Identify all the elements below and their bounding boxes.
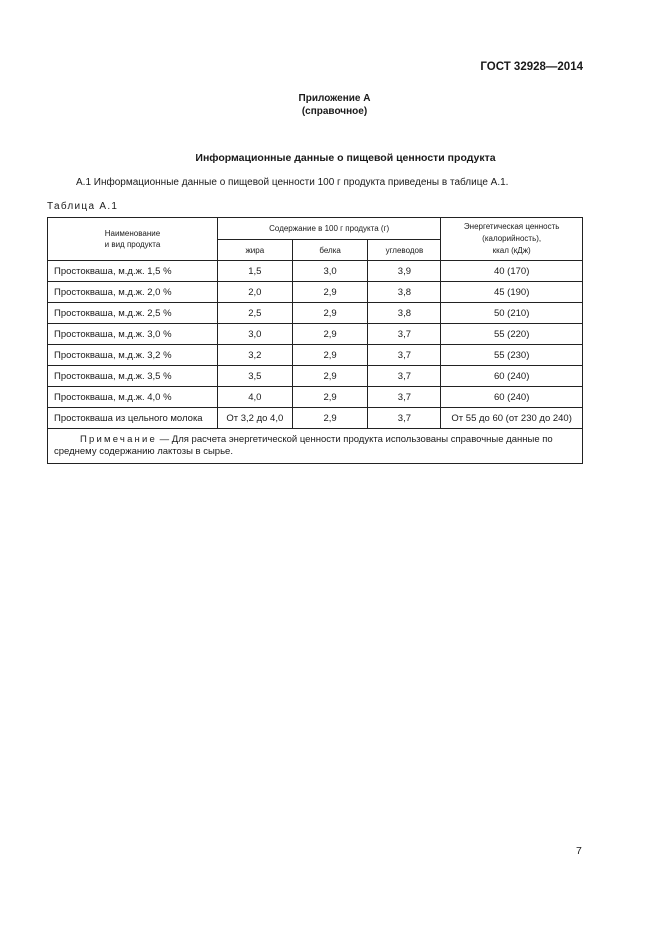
col-header-content-group: Содержание в 100 г продукта (г): [217, 218, 440, 240]
note-label: Примечание: [80, 434, 157, 445]
table-row: [48, 345, 583, 366]
cell-product-name: Простокваша, м.д.ж. 2,5 %: [48, 303, 218, 324]
cell-carbs: 3,7: [368, 366, 441, 387]
cell-product-name: Простокваша, м.д.ж. 2,0 %: [48, 282, 218, 303]
cell-carbs: 3,7: [368, 408, 441, 429]
cell-fat: 2,0: [217, 282, 292, 303]
cell-product-name: Простокваша, м.д.ж. 3,0 %: [48, 324, 218, 345]
table-header-row: [48, 218, 583, 240]
cell-energy: 60 (240): [441, 366, 583, 387]
cell-product-name: Простокваша, м.д.ж. 4,0 %: [48, 387, 218, 408]
col-header-energy: Энергетическая ценность (калорийность), ккал (кДж): [441, 218, 583, 261]
cell-product-name: Простокваша, м.д.ж. 1,5 %: [48, 261, 218, 282]
table-row: [48, 366, 583, 387]
annex-block: [0, 92, 661, 118]
nutrition-table: [47, 217, 583, 464]
cell-energy: От 55 до 60 (от 230 до 240): [441, 408, 583, 429]
cell-product-name: Простокваша из цельного молока: [48, 408, 218, 429]
cell-fat: 2,5: [217, 303, 292, 324]
cell-energy: 60 (240): [441, 387, 583, 408]
cell-product-name: Простокваша, м.д.ж. 3,2 %: [48, 345, 218, 366]
cell-protein: 2,9: [292, 303, 368, 324]
cell-fat: 4,0: [217, 387, 292, 408]
cell-fat: От 3,2 до 4,0: [217, 408, 292, 429]
cell-fat: 3,0: [217, 324, 292, 345]
section-heading: Информационные данные о пищевой ценности продукта: [195, 152, 496, 164]
cell-fat: 1,5: [217, 261, 292, 282]
note-text: — Для расчета энергетической ценности продукта использованы справочные данные по среднему содержанию лактозы в сырье.: [54, 434, 553, 457]
intro-paragraph: А.1 Информационные данные о пищевой ценности 100 г продукта приведены в таблице А.1.: [76, 177, 509, 188]
table-row: [48, 324, 583, 345]
cell-protein: 2,9: [292, 408, 368, 429]
table-row: [48, 408, 583, 429]
table-row: [48, 303, 583, 324]
cell-protein: 2,9: [292, 366, 368, 387]
cell-energy: 40 (170): [441, 261, 583, 282]
annex-title: Приложение А: [298, 93, 371, 104]
cell-protein: 2,9: [292, 282, 368, 303]
cell-carbs: 3,8: [368, 303, 441, 324]
cell-energy: 55 (230): [441, 345, 583, 366]
cell-protein: 2,9: [292, 324, 368, 345]
table-caption: Таблица А.1: [47, 201, 119, 212]
cell-fat: 3,2: [217, 345, 292, 366]
col-header-fat: жира: [217, 240, 292, 261]
cell-carbs: 3,7: [368, 387, 441, 408]
cell-fat: 3,5: [217, 366, 292, 387]
cell-carbs: 3,8: [368, 282, 441, 303]
col-header-carbs: углеводов: [368, 240, 441, 261]
table-row: [48, 282, 583, 303]
cell-energy: 55 (220): [441, 324, 583, 345]
cell-product-name: Простокваша, м.д.ж. 3,5 %: [48, 366, 218, 387]
standard-code: ГОСТ 32928—2014: [480, 61, 583, 73]
cell-energy: 50 (210): [441, 303, 583, 324]
col-header-protein: белка: [292, 240, 368, 261]
table-body: [48, 261, 583, 429]
table-note-row: [48, 429, 583, 464]
table-note: [48, 429, 583, 464]
col-header-name: Наименование и вид продукта: [48, 218, 218, 261]
cell-energy: 45 (190): [441, 282, 583, 303]
cell-protein: 2,9: [292, 387, 368, 408]
cell-protein: 2,9: [292, 345, 368, 366]
annex-status: (справочное): [301, 106, 368, 117]
cell-carbs: 3,7: [368, 345, 441, 366]
page-number: 7: [576, 845, 582, 857]
cell-protein: 3,0: [292, 261, 368, 282]
table-row: [48, 261, 583, 282]
cell-carbs: 3,9: [368, 261, 441, 282]
table-row: [48, 387, 583, 408]
cell-carbs: 3,7: [368, 324, 441, 345]
